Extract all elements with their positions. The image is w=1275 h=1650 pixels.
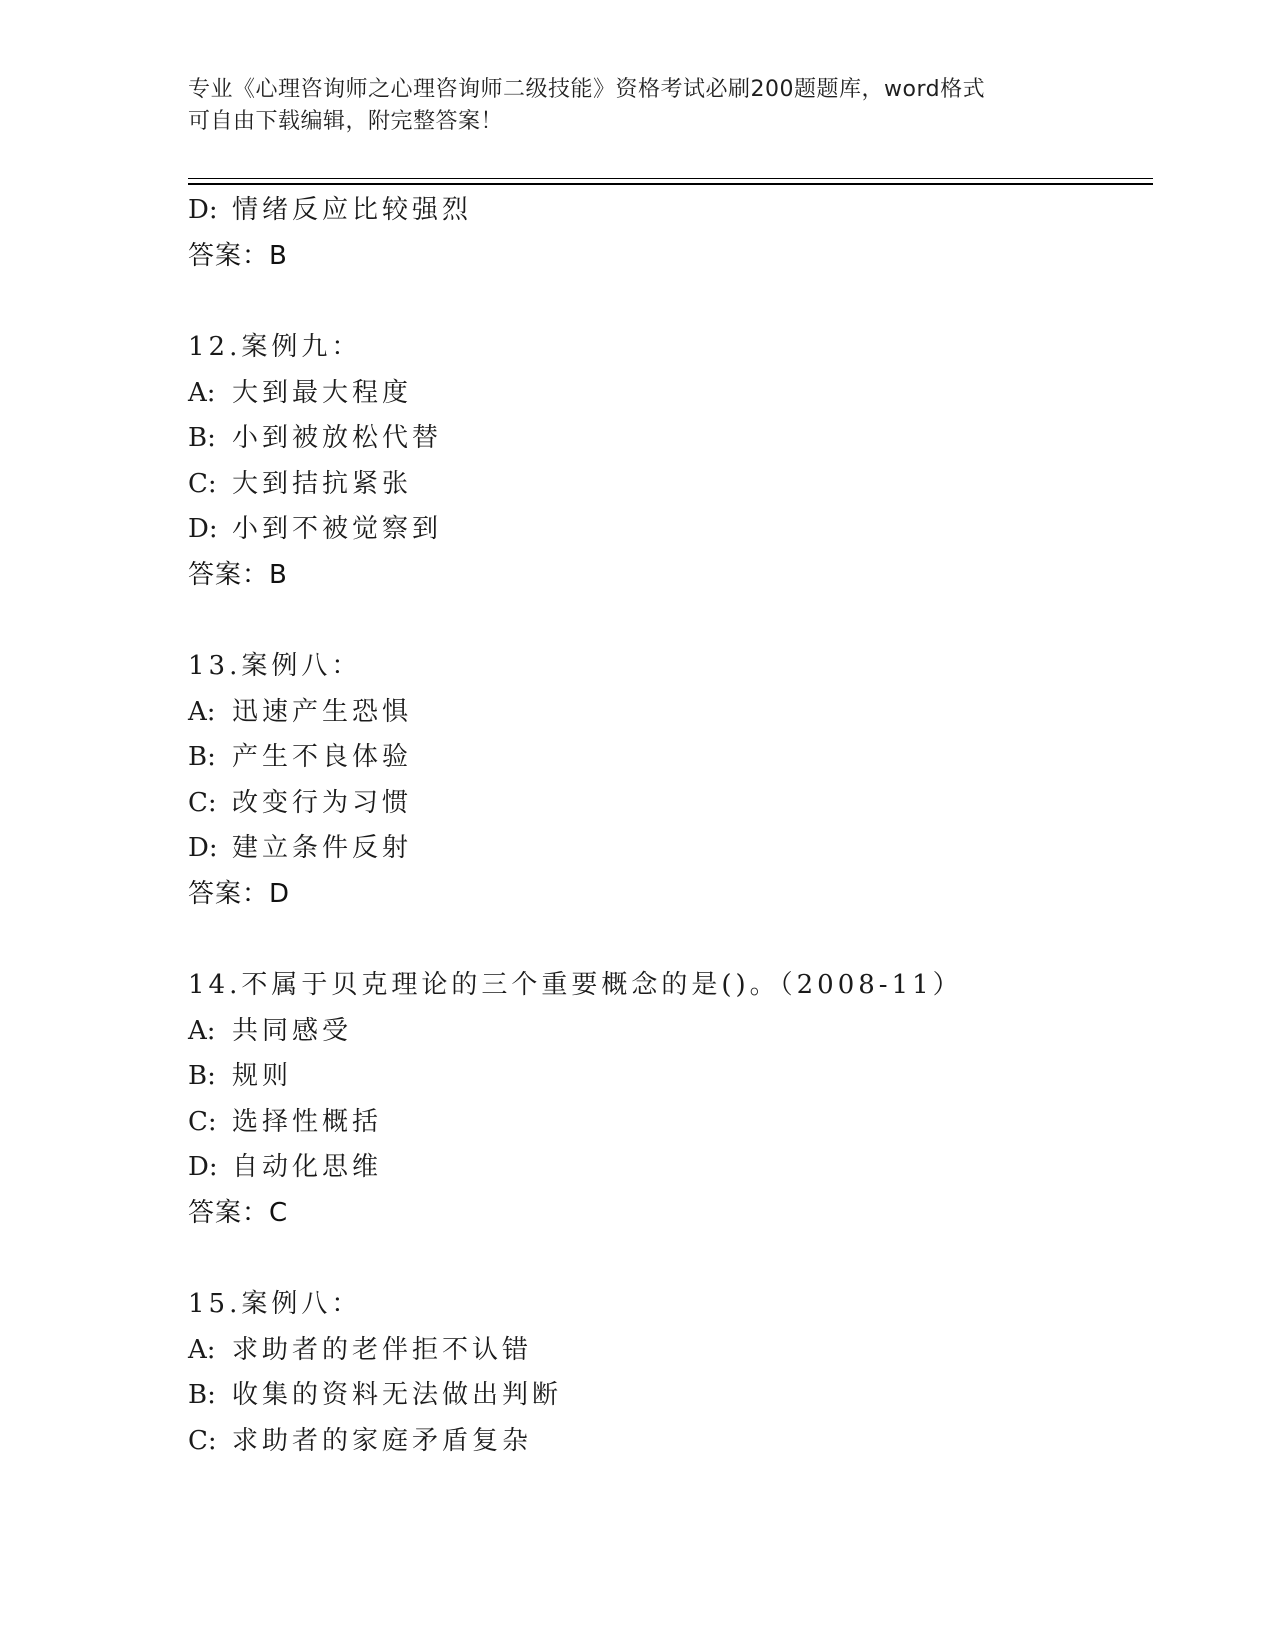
option-d [188, 507, 1148, 553]
option-label: C: [188, 787, 217, 818]
option-label: D: [188, 195, 218, 225]
header-rule-thick [188, 183, 1153, 185]
option-d [188, 188, 1148, 234]
answer-line: 答案：B [188, 559, 288, 590]
question-block [188, 1282, 1148, 1464]
option-c [188, 1419, 1148, 1465]
option-text: 求助者的家庭矛盾复杂 [232, 1425, 533, 1456]
option-text: 小到不被觉察到 [232, 514, 443, 544]
answer-line: 答案：B [188, 240, 288, 271]
option-b [188, 416, 1148, 462]
question-list [188, 188, 1148, 1464]
option-text: 大到最大程度 [232, 377, 413, 408]
option-label: A: [188, 1015, 216, 1046]
option-c [188, 1100, 1148, 1146]
option-c [188, 781, 1148, 827]
option-label: A: [188, 696, 216, 727]
option-label: B: [188, 1061, 216, 1091]
question-text: 15.案例八： [188, 1289, 362, 1319]
option-c [188, 462, 1148, 508]
option-text: 共同感受 [232, 1015, 353, 1046]
option-label: C: [188, 1106, 217, 1137]
option-label: B: [188, 423, 216, 453]
option-text: 选择性概括 [232, 1106, 383, 1137]
option-label: A: [188, 1334, 216, 1365]
option-text: 规则 [232, 1061, 293, 1091]
option-text: 建立条件反射 [232, 833, 413, 863]
option-label: B: [188, 1380, 216, 1410]
question-block [188, 188, 1148, 279]
option-b [188, 1054, 1148, 1100]
option-label: C: [188, 1425, 217, 1456]
header-line-1: 专业《心理咨询师之心理咨询师二级技能》资格考试必刷200题题库，word格式 [188, 77, 986, 102]
option-a [188, 1009, 1148, 1055]
question-text: 12.案例九： [188, 332, 362, 362]
option-label: C: [188, 468, 217, 499]
option-label: D: [188, 514, 218, 544]
header-line-2: 可自由下载编辑，附完整答案！ [188, 109, 504, 134]
answer-line: 答案：C [188, 1197, 289, 1228]
question-block [188, 325, 1148, 598]
option-b [188, 1373, 1148, 1419]
option-text: 收集的资料无法做出判断 [232, 1380, 563, 1410]
option-label: D: [188, 833, 218, 863]
option-a [188, 371, 1148, 417]
answer-line: 答案：D [188, 878, 291, 909]
question-text: 14.不属于贝克理论的三个重要概念的是()。（2008-11） [188, 970, 963, 1000]
option-text: 改变行为习惯 [232, 787, 413, 818]
option-text: 小到被放松代替 [232, 423, 443, 453]
option-text: 大到拮抗紧张 [232, 468, 413, 499]
option-text: 产生不良体验 [232, 742, 413, 772]
option-a [188, 690, 1148, 736]
option-label: B: [188, 742, 216, 772]
option-d [188, 1145, 1148, 1191]
header-rule-thin [188, 178, 1153, 179]
option-d [188, 826, 1148, 872]
option-label: D: [188, 1152, 218, 1182]
option-text: 情绪反应比较强烈 [232, 195, 473, 225]
question-block [188, 963, 1148, 1236]
question-text: 13.案例八： [188, 651, 362, 681]
option-text: 求助者的老伴拒不认错 [232, 1334, 533, 1365]
option-text: 迅速产生恐惧 [232, 696, 413, 727]
document-header [188, 74, 1088, 138]
option-a [188, 1328, 1148, 1374]
option-label: A: [188, 377, 216, 408]
question-block [188, 644, 1148, 917]
option-text: 自动化思维 [232, 1152, 383, 1182]
option-b [188, 735, 1148, 781]
